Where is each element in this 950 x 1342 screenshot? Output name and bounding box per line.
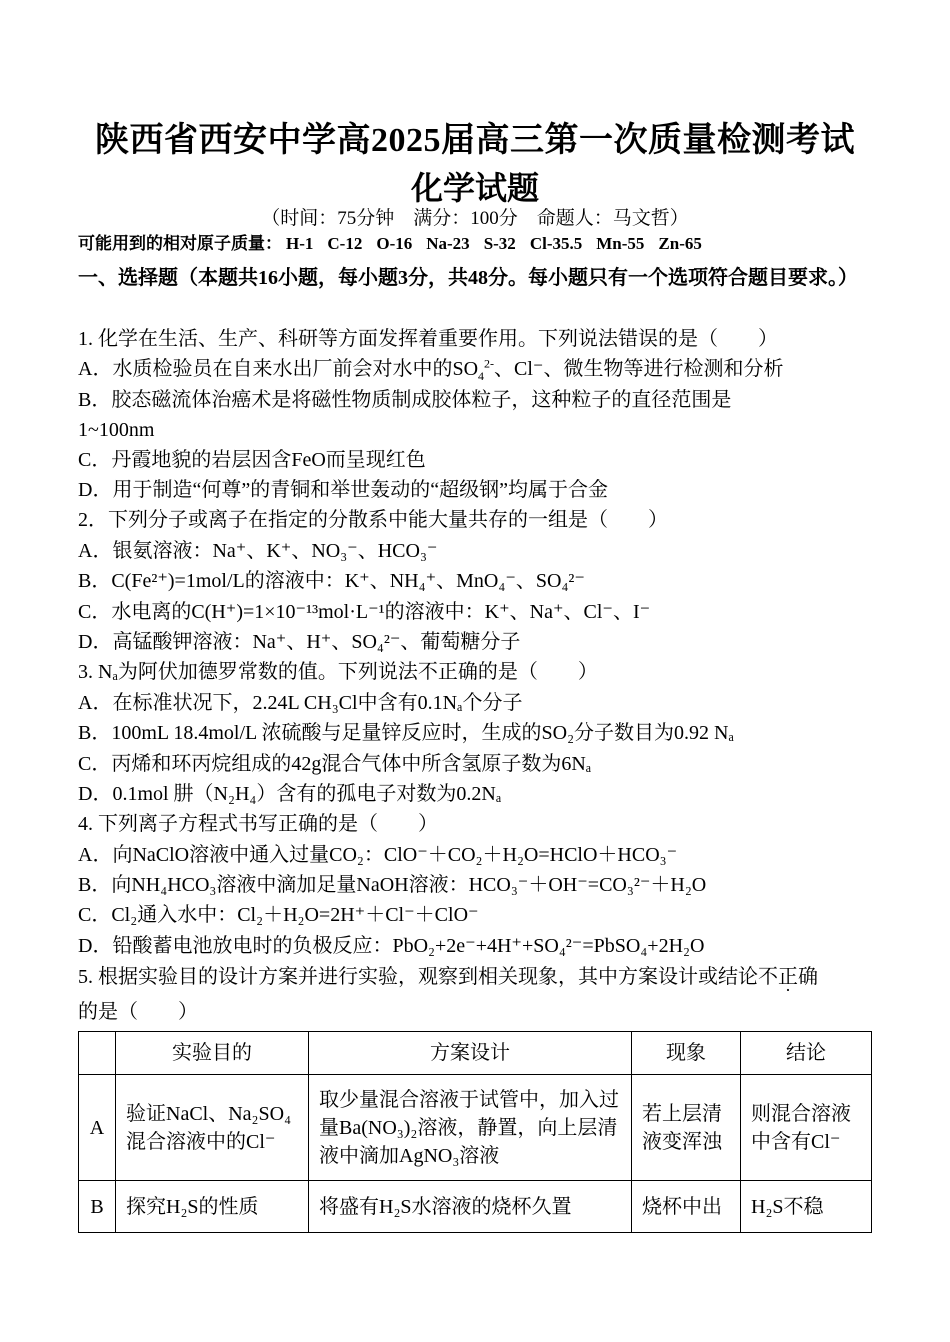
q5-emphasis: 不正确 (758, 966, 818, 988)
q3-option-b: B．100mL 18.4mol/L 浓硫酸与足量锌反应时，生成的SO₂分子数目为0.92 Nₐ (78, 722, 734, 744)
atom-mass: Cl-35.5 (529, 234, 583, 253)
table-cell: 则混合溶液中含有Cl⁻ (741, 1075, 872, 1181)
q3-option-a: A．在标准状况下，2.24L CH₃Cl中含有0.1Nₐ个分子 (78, 692, 523, 714)
table-header: 实验目的 (116, 1032, 309, 1075)
q5-stem-cont: 的是（ ） (78, 1001, 198, 1023)
table-cell: H₂S不稳 (741, 1181, 872, 1233)
section-heading: 一、选择题（本题共16小题，每小题3分，共48分。每小题只有一个选项符合题目要求。） (78, 267, 858, 289)
atomic-masses-label: 可能用到的相对原子质量： (78, 234, 282, 253)
q3-option-c: C．丙烯和环丙烷组成的42g混合气体中所含氢原子数为6Nₐ (78, 753, 592, 775)
q3-option-d: D．0.1mol 肼（N₂H₄）含有的孤电子对数为0.2Nₐ (78, 783, 502, 805)
table-cell: 烧杯中出 (632, 1181, 741, 1233)
atom-mass: Na-23 (426, 234, 470, 253)
table-header: 现象 (632, 1032, 741, 1075)
q1-option-a: A．水质检验员在自来水出厂前会对水中的$SO_4^{2-}$、Cl⁻、微生物等进行检测和分析 (78, 356, 784, 383)
q2-option-c: C．水电离的C(H⁺)=1×10⁻¹³mol·L⁻¹的溶液中：K⁺、Na⁺、Cl⁻、I⁻ (78, 601, 651, 623)
atom-mass: O-16 (376, 234, 413, 253)
table-header (79, 1032, 116, 1075)
q1-option-a-post: 、Cl⁻、微生物等进行检测和分析 (494, 358, 784, 380)
q1-stem: 1. 化学在生活、生产、科研等方面发挥着重要作用。下列说法错误的是（ ） (78, 328, 778, 350)
atom-mass: Zn-65 (658, 234, 702, 253)
q5-stem (78, 963, 818, 991)
table-cell: B (79, 1181, 116, 1233)
exam-title: 陕西省西安中学高2025届高三第一次质量检测考试 (95, 122, 855, 159)
q1-option-c: C．丹霞地貌的岩层因含FeO而呈现红色 (78, 449, 426, 471)
atomic-masses (78, 229, 716, 254)
q4-option-c: C．Cl₂通入水中：Cl₂＋H₂O=2H⁺＋Cl⁻＋ClO⁻ (78, 904, 479, 926)
table-header: 方案设计 (309, 1032, 632, 1075)
q4-option-a: A．向NaClO溶液中通入过量CO₂：ClO⁻＋CO₂＋H₂O=HClO＋HCO₃⁻ (78, 844, 678, 866)
q1-option-d: D．用于制造“何尊”的青铜和举世轰动的“超级钢”均属于合金 (78, 479, 608, 501)
q2-option-b: B．C(Fe²⁺)=1mol/L的溶液中：K⁺、NH₄⁺、MnO₄⁻、SO₄²⁻ (78, 570, 585, 592)
table-header-row (79, 1032, 872, 1075)
q4-option-d: D．铅酸蓄电池放电时的负极反应：PbO₂+2e⁻+4H⁺+SO₄²⁻=PbSO₄+2H₂O (78, 935, 705, 957)
table-cell: A (79, 1075, 116, 1181)
q1-option-b: B．胶态磁流体治癌术是将磁性物质制成胶体粒子，这种粒子的直径范围是 (78, 389, 732, 411)
q1-option-b-cont: 1~100nm (78, 419, 155, 441)
q2-stem: 2．下列分子或离子在指定的分散系中能大量共存的一组是（ ） (78, 509, 668, 531)
q3-stem: 3. Nₐ为阿伏加德罗常数的值。下列说法不正确的是（ ） (78, 661, 598, 683)
table-row (79, 1181, 872, 1233)
atom-mass: C-12 (327, 234, 363, 253)
table-cell: 若上层清液变浑浊 (632, 1075, 741, 1181)
table-cell: 将盛有H₂S水溶液的烧杯久置 (309, 1181, 632, 1233)
atom-mass: S-32 (483, 234, 516, 253)
table-header: 结论 (741, 1032, 872, 1075)
table-cell: 取少量混合溶液于试管中，加入过量Ba(NO₃)₂溶液，静置，向上层清液中滴加AgNO₃溶液 (309, 1075, 632, 1181)
table-cell: 验证NaCl、Na₂SO₄混合溶液中的Cl⁻ (116, 1075, 309, 1181)
atom-mass: H-1 (286, 234, 314, 253)
atom-mass: Mn-55 (596, 234, 645, 253)
table-cell: 探究H₂S的性质 (116, 1181, 309, 1233)
q2-option-d: D．高锰酸钾溶液：Na⁺、H⁺、SO₄²⁻、葡萄糖分子 (78, 631, 521, 653)
q2-option-a: A．银氨溶液：Na⁺、K⁺、NO₃⁻、HCO₃⁻ (78, 540, 438, 562)
q5-stem-text: 5. 根据实验目的设计方案并进行实验，观察到相关现象，其中方案设计或结论 (78, 966, 758, 988)
exam-meta: （时间：75分钟 满分：100分 命题人：马文哲） (261, 208, 689, 229)
q1-option-a-pre: A．水质检验员在自来水出厂前会对水中的SO (78, 358, 479, 380)
q4-stem: 4. 下列离子方程式书写正确的是（ ） (78, 813, 438, 835)
subject-title: 化学试题 (410, 170, 539, 206)
table-row (79, 1075, 872, 1181)
experiment-table (78, 1031, 872, 1233)
q4-option-b: B．向NH₄HCO₃溶液中滴加足量NaOH溶液：HCO₃⁻＋OH⁻=CO₃²⁻＋H₂O (78, 874, 707, 896)
